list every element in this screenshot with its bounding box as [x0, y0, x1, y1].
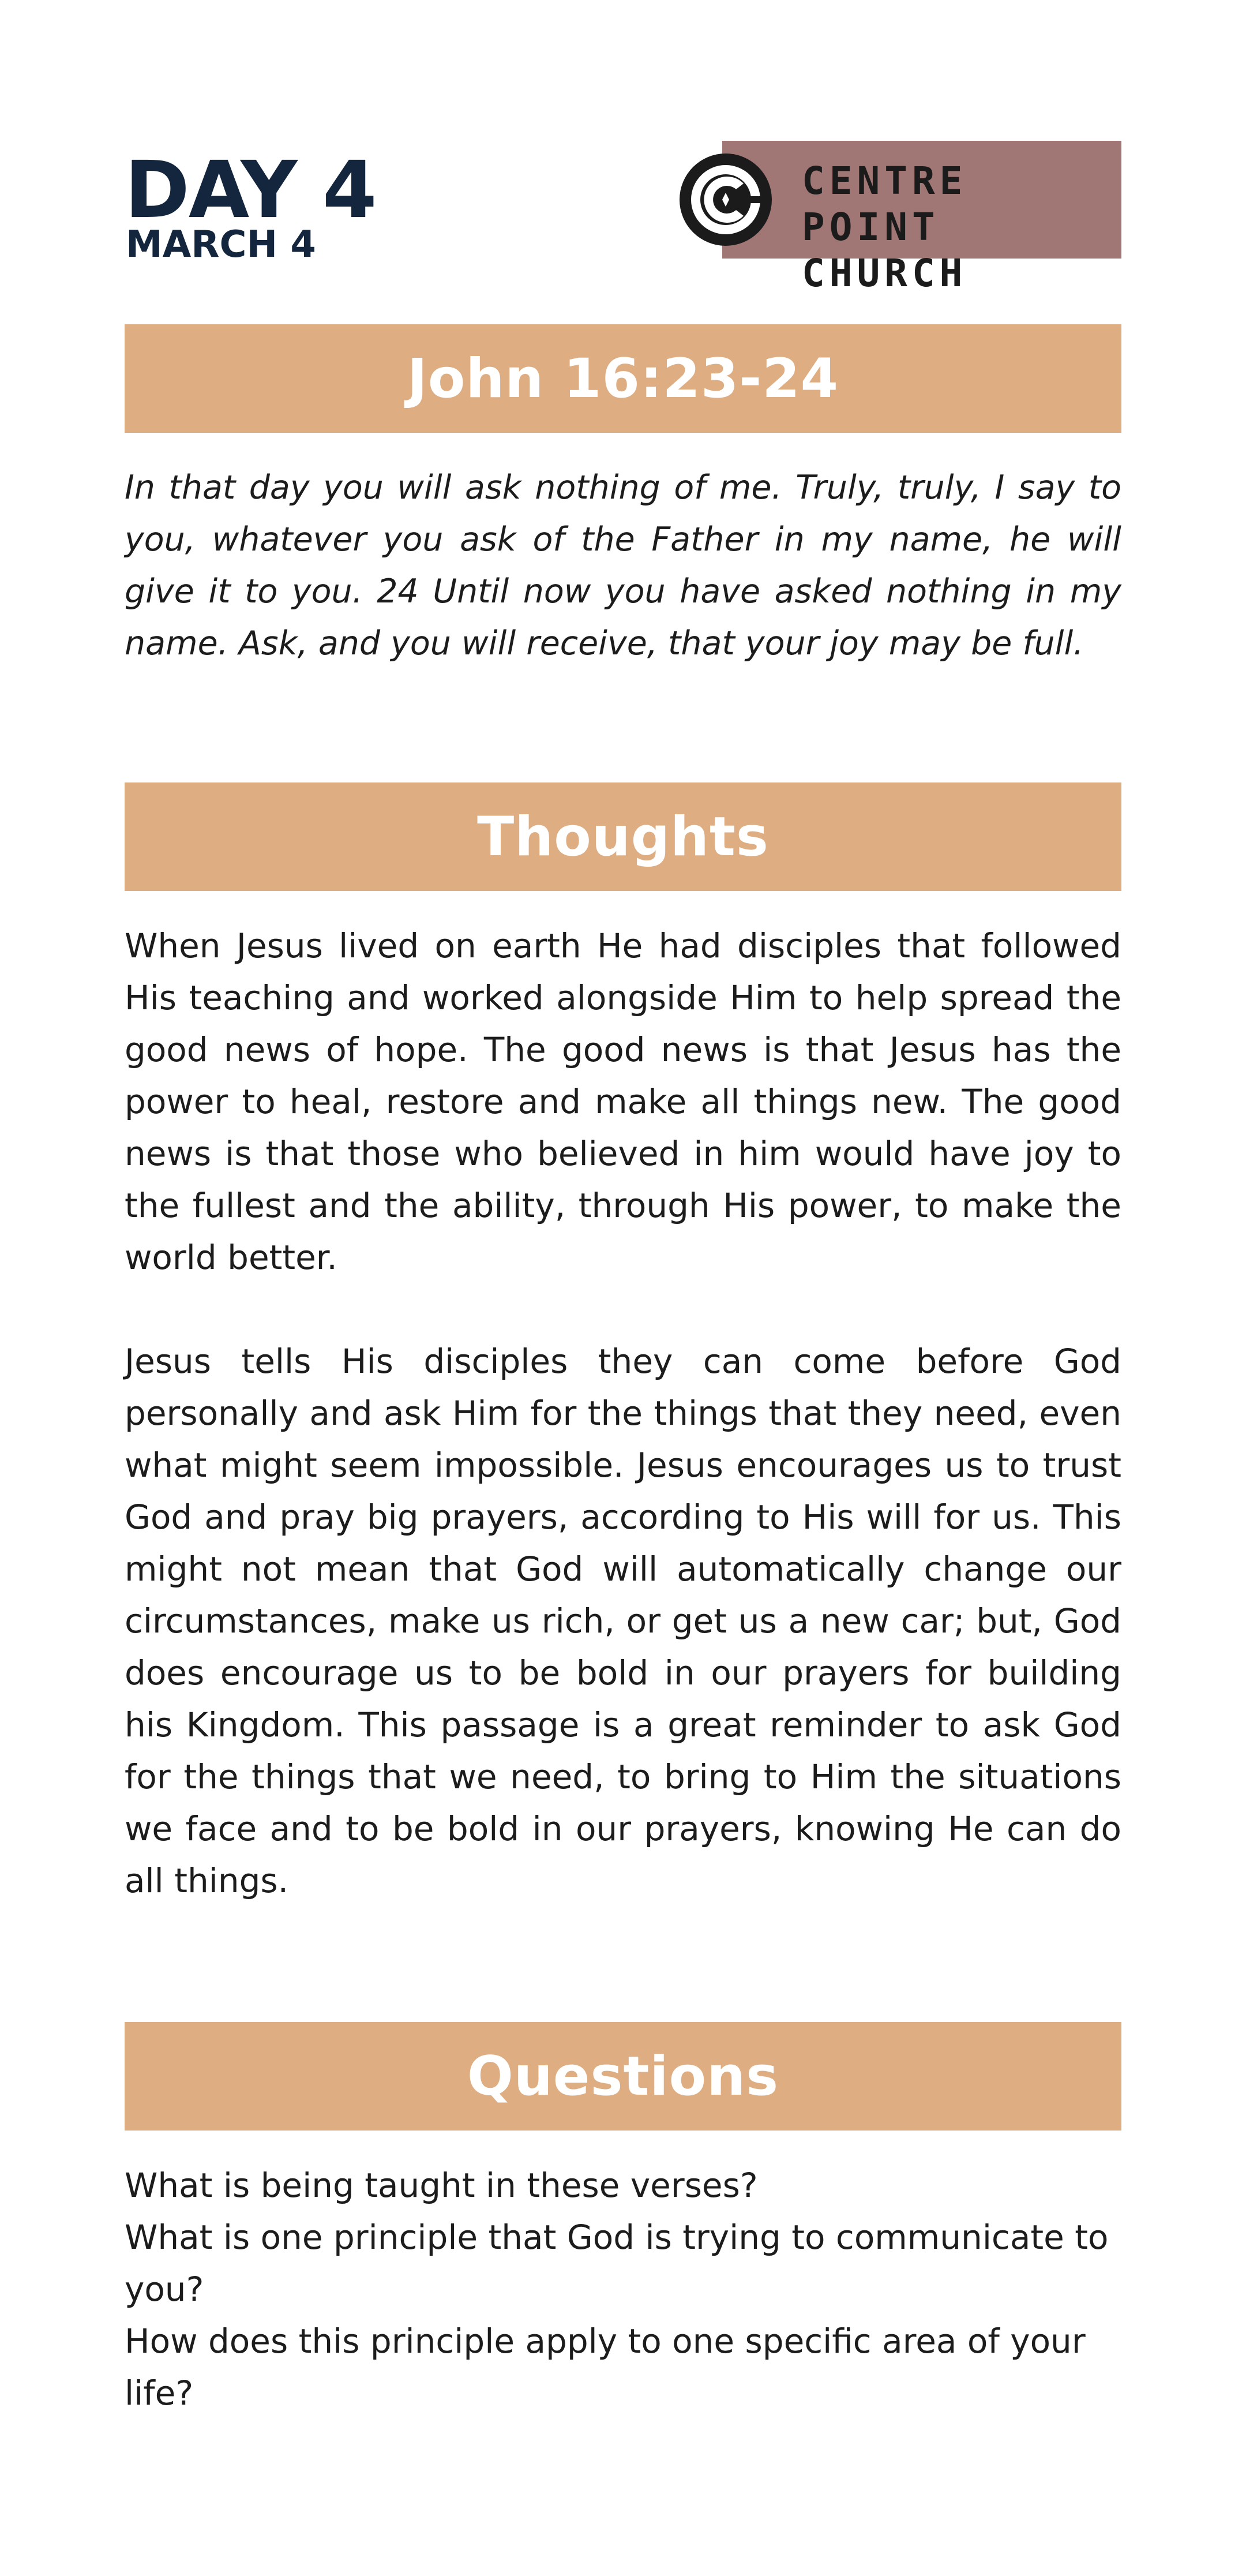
scripture-reference: John 16:23-24 — [407, 347, 839, 410]
day-title: DAY 4 — [125, 145, 376, 236]
question-item: How does this principle apply to one specific area of your life? — [125, 2322, 1086, 2413]
thoughts-paragraph: Jesus tells His disciples they can come before God personally and ask Him for the things that they need, even what might seem impossible. Jesus encourages us to trust God and pray big prayers, according to His will for us. This might not mean that God will automatically change our circumstances, make us rich, or get us a new car; but, God does encourage us to be bold in our prayers for building his Kingdom. This passage is a great reminder to ask God for the things that we need, to bring to Him the situations we face and to be bold in our prayers, knowing He can do all things. — [125, 1342, 1121, 1900]
church-logo — [674, 141, 1121, 295]
logo-line-2: CHURCH — [802, 251, 967, 295]
questions-list — [125, 2159, 1121, 2419]
questions-heading: Questions — [467, 2045, 779, 2108]
question-item: What is one principle that God is trying to communicate to you? — [125, 2218, 1109, 2309]
day-date: MARCH 4 — [126, 223, 316, 266]
questions-heading-bar — [125, 2022, 1121, 2131]
logo-line-1: CENTRE POINT — [802, 159, 967, 249]
thoughts-heading: Thoughts — [477, 805, 769, 868]
thoughts-heading-bar — [125, 782, 1121, 891]
question-item: What is being taught in these verses? — [125, 2166, 758, 2205]
scripture-heading-bar — [125, 324, 1121, 433]
church-logo-mark-icon — [674, 148, 778, 252]
logo-wordmark — [802, 158, 1121, 297]
scripture-text: In that day you will ask nothing of me. Truly, truly, I say to you, whatever you ask of the Father in my name, he will give it to you. 24 Until now you have asked nothing in my name. Ask, and you will receive, that your joy may be full. — [125, 469, 1121, 662]
thoughts-paragraph: When Jesus lived on earth He had disciples that followed His teaching and worked alongside Him to help spread the good news of hope. The good news is that Jesus has the power to heal, restore and make all things new. The good news is that those who believed in him would have joy to the fullest and the ability, through His power, to make the world better. — [125, 926, 1121, 1277]
devotional-page — [125, 0, 1121, 2576]
